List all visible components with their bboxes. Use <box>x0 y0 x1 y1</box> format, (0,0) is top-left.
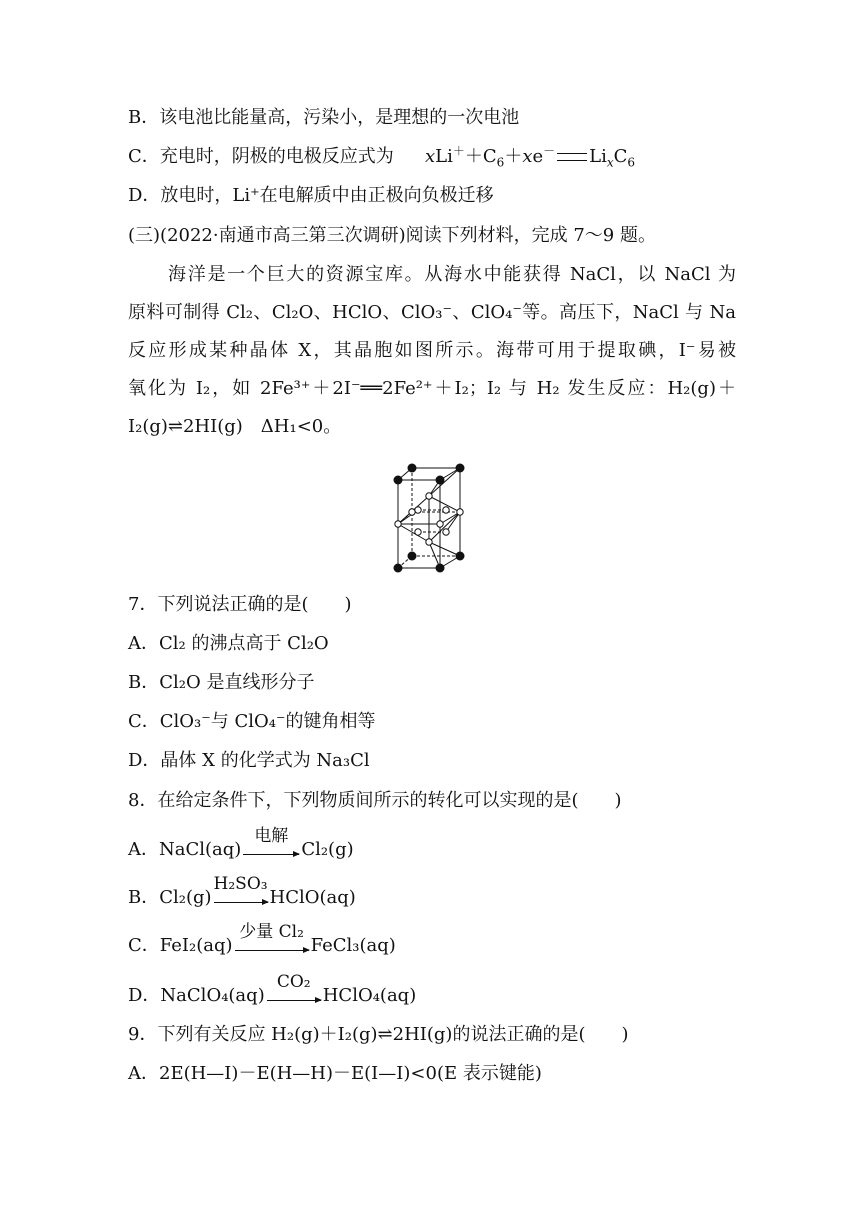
reading-passage <box>128 256 736 446</box>
passage-line-5: I₂(g)⇌2HI(g) ΔH₁<0。 <box>128 416 342 437</box>
option-b-previous: B．该电池比能量高，污染小，是理想的一次电池 <box>128 107 520 128</box>
q8-option-b: B．Cl₂(g) H₂SO₃ HClO(aq) <box>128 874 356 908</box>
q7-option-b: B．Cl₂O 是直线形分子 <box>128 672 315 693</box>
unit-cell-figure <box>388 460 478 575</box>
passage-line-4: 氧化为 I₂，如 2Fe³⁺＋2I⁻══2Fe²⁺＋I₂；I₂ 与 H₂ 发生反应：H₂(g)＋ <box>128 378 736 399</box>
passage-line-3: 反应形成某种晶体 X，其晶胞如图所示。海带可用于提取碘，I⁻易被 <box>128 340 736 361</box>
option-d-previous: D．放电时，Li⁺在电解质中由正极向负极迁移 <box>128 185 494 206</box>
section-heading: (三)(2022·南通市高三第三次调研)阅读下列材料，完成 7～9 题。 <box>128 225 656 246</box>
q7-stem: 7．下列说法正确的是( ) <box>128 594 352 615</box>
passage-line-2: 原料可制得 Cl₂、Cl₂O、HClO、ClO₃⁻、ClO₄⁻等。高压下，NaCl 与 Na <box>128 302 736 323</box>
q8-option-a: A．NaCl(aq) 电解 Cl₂(g) <box>128 826 354 860</box>
q9-option-a: A．2E(H—I)－E(H—H)－E(I—I)<0(E 表示键能) <box>128 1063 542 1084</box>
q9-stem: 9．下列有关反应 H₂(g)＋I₂(g)⇌2HI(g)的说法正确的是( ) <box>128 1024 629 1045</box>
reaction-arrow: H₂SO₃ <box>214 889 268 907</box>
q7-option-d: D．晶体 X 的化学式为 Na₃Cl <box>128 750 370 771</box>
q8-stem: 8．在给定条件下，下列物质间所示的转化可以实现的是( ) <box>128 790 622 811</box>
reaction-arrow: 少量 Cl₂ <box>235 937 309 955</box>
q7-option-a: A．Cl₂ 的沸点高于 Cl₂O <box>128 633 329 654</box>
charge-equation: $xLi^++C_6+xe^-$ $Li_xC_6$ <box>425 144 636 170</box>
passage-line-1: 海洋是一个巨大的资源宝库。从海水中能获得 NaCl，以 NaCl 为 <box>168 264 736 285</box>
q8-option-c: C．FeI₂(aq) 少量 Cl₂ FeCl₃(aq) <box>128 922 396 956</box>
reaction-arrow: CO₂ <box>267 987 321 1005</box>
reaction-arrow: 电解 <box>243 841 299 859</box>
option-c-previous: C．充电时，阴极的电极反应式为 <box>128 146 394 167</box>
q8-option-d: D．NaClO₄(aq) CO₂ HClO₄(aq) <box>128 972 417 1006</box>
q7-option-c: C．ClO₃⁻与 ClO₄⁻的键角相等 <box>128 711 376 732</box>
